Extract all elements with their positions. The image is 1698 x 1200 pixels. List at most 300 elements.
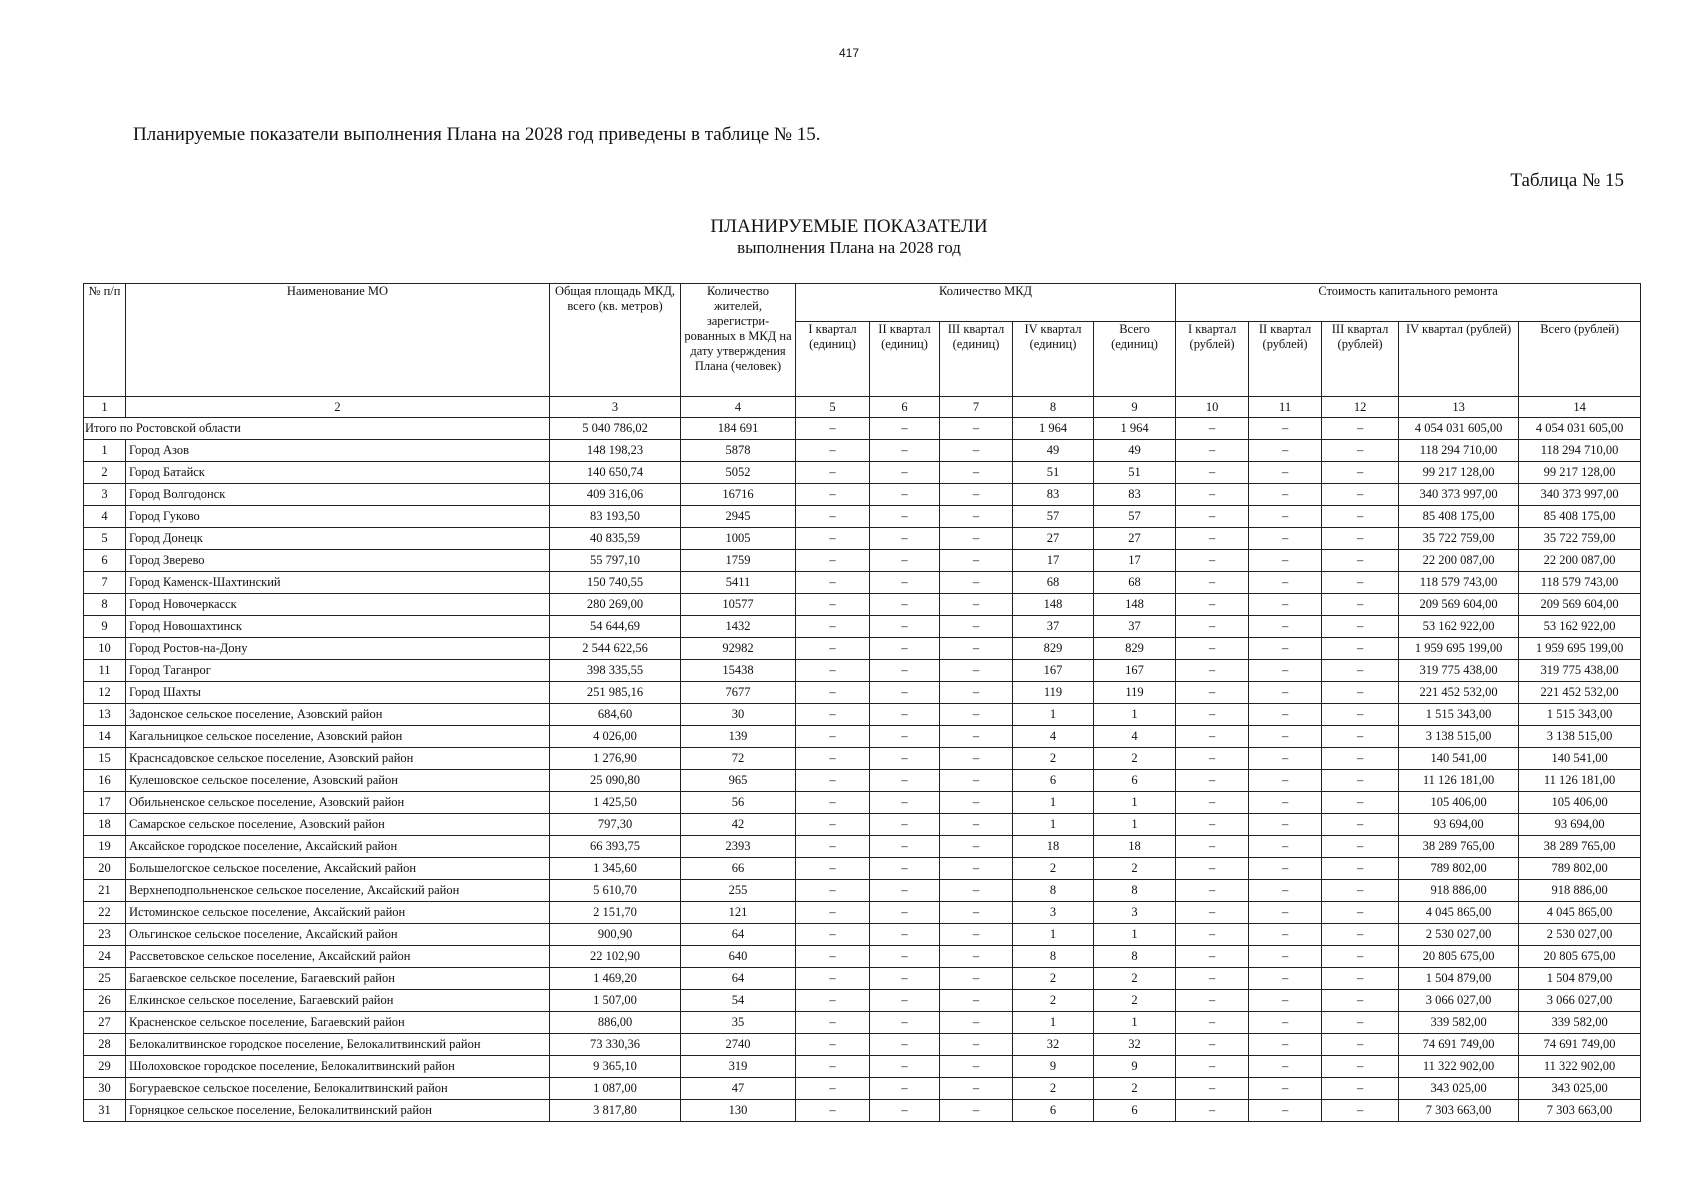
total-rub-value: 340 373 997,00 [1519, 484, 1641, 506]
q3-units-value: – [940, 462, 1013, 484]
total-units-value: 3 [1094, 902, 1176, 924]
q3-units-value: – [940, 770, 1013, 792]
q1-units-value: – [796, 990, 870, 1012]
q1-units-value: – [796, 638, 870, 660]
q4-units-value: 18 [1013, 836, 1094, 858]
q3-units-value: – [940, 1056, 1013, 1078]
row-number: 21 [84, 880, 126, 902]
q3-rub-value: – [1322, 770, 1399, 792]
column-number-row [84, 397, 1641, 418]
q1-rub-value: – [1176, 484, 1249, 506]
table-row [84, 726, 1641, 748]
total-rub-value: 221 452 532,00 [1519, 682, 1641, 704]
total-units-value: 1 [1094, 814, 1176, 836]
residents-value: 319 [681, 1056, 796, 1078]
column-number: 5 [796, 397, 870, 418]
total-rub-value: 85 408 175,00 [1519, 506, 1641, 528]
header-area: Общая площадь МКД, всего (кв. метров) [550, 284, 681, 397]
table-row [84, 528, 1641, 550]
total-rub-value: 7 303 663,00 [1519, 1100, 1641, 1122]
q3-rub-value: – [1322, 1100, 1399, 1122]
q1-rub-value: – [1176, 550, 1249, 572]
q2-units-value: – [870, 1034, 940, 1056]
q4-rub-value: 343 025,00 [1399, 1078, 1519, 1100]
column-number: 4 [681, 397, 796, 418]
q3-units-value: – [940, 924, 1013, 946]
q4-units-value: 1 [1013, 924, 1094, 946]
column-number: 12 [1322, 397, 1399, 418]
table-title [0, 216, 1698, 258]
header-mkd-group: Количество МКД [796, 284, 1176, 322]
row-number: 9 [84, 616, 126, 638]
q3-rub-value: – [1322, 660, 1399, 682]
q2-rub-value: – [1249, 462, 1322, 484]
q2-units-value: – [870, 924, 940, 946]
residents-value: 42 [681, 814, 796, 836]
total-units-value: 1 [1094, 792, 1176, 814]
municipality-name: Город Новошахтинск [126, 616, 550, 638]
residents-value: 1759 [681, 550, 796, 572]
residents-value: 92982 [681, 638, 796, 660]
total-rub-value: 53 162 922,00 [1519, 616, 1641, 638]
table-row [84, 572, 1641, 594]
q1-rub-value: – [1176, 506, 1249, 528]
total-rub-value: 118 579 743,00 [1519, 572, 1641, 594]
municipality-name: Город Ростов-на-Дону [126, 638, 550, 660]
residents-value: 47 [681, 1078, 796, 1100]
row-number: 12 [84, 682, 126, 704]
row-number: 3 [84, 484, 126, 506]
row-number: 25 [84, 968, 126, 990]
total-rub-value: 3 138 515,00 [1519, 726, 1641, 748]
row-number: 16 [84, 770, 126, 792]
total-q4-rub: 4 054 031 605,00 [1399, 418, 1519, 440]
q3-rub-value: – [1322, 484, 1399, 506]
area-value: 22 102,90 [550, 946, 681, 968]
q3-units-value: – [940, 528, 1013, 550]
municipality-name: Город Батайск [126, 462, 550, 484]
q2-units-value: – [870, 704, 940, 726]
q4-rub-value: 105 406,00 [1399, 792, 1519, 814]
q4-units-value: 51 [1013, 462, 1094, 484]
table-row [84, 506, 1641, 528]
municipality-name: Кагальницкое сельское поселение, Азовский район [126, 726, 550, 748]
municipality-name: Краснсадовское сельское поселение, Азовский район [126, 748, 550, 770]
table-row [84, 1056, 1641, 1078]
table-row [84, 550, 1641, 572]
row-number: 8 [84, 594, 126, 616]
table-row [84, 462, 1641, 484]
q3-rub-value: – [1322, 902, 1399, 924]
q2-units-value: – [870, 484, 940, 506]
row-number: 19 [84, 836, 126, 858]
total-units-value: 83 [1094, 484, 1176, 506]
q1-units-value: – [796, 440, 870, 462]
row-number: 13 [84, 704, 126, 726]
total-units-value: 1 [1094, 924, 1176, 946]
total-units-value: 119 [1094, 682, 1176, 704]
row-number: 5 [84, 528, 126, 550]
total-units-value: 49 [1094, 440, 1176, 462]
column-number: 10 [1176, 397, 1249, 418]
q3-rub-value: – [1322, 704, 1399, 726]
total-rub-value: 11 322 902,00 [1519, 1056, 1641, 1078]
q4-units-value: 829 [1013, 638, 1094, 660]
table-row [84, 440, 1641, 462]
q2-rub-value: – [1249, 682, 1322, 704]
q2-rub-value: – [1249, 792, 1322, 814]
area-value: 251 985,16 [550, 682, 681, 704]
total-units-value: 8 [1094, 880, 1176, 902]
table-row [84, 704, 1641, 726]
table-row [84, 858, 1641, 880]
total-rub-value: 3 066 027,00 [1519, 990, 1641, 1012]
q4-units-value: 1 [1013, 1012, 1094, 1034]
indicators-table [83, 283, 1641, 1122]
row-number: 29 [84, 1056, 126, 1078]
municipality-name: Город Каменск-Шахтинский [126, 572, 550, 594]
q4-units-value: 2 [1013, 1078, 1094, 1100]
q1-rub-value: – [1176, 924, 1249, 946]
municipality-name: Богураевское сельское поселение, Белокалитвинский район [126, 1078, 550, 1100]
table-label: Таблица № 15 [1510, 170, 1624, 191]
intro-text: Планируемые показатели выполнения Плана на 2028 год приведены в таблице № 15. [133, 124, 821, 145]
municipality-name: Елкинское сельское поселение, Багаевский район [126, 990, 550, 1012]
q3-rub-value: – [1322, 572, 1399, 594]
municipality-name: Ольгинское сельское поселение, Аксайский район [126, 924, 550, 946]
total-rub-value: 105 406,00 [1519, 792, 1641, 814]
header-q1-units: I квартал (единиц) [796, 322, 870, 397]
q2-rub-value: – [1249, 880, 1322, 902]
area-value: 2 151,70 [550, 902, 681, 924]
q1-units-value: – [796, 1056, 870, 1078]
municipality-name: Город Зверево [126, 550, 550, 572]
q2-units-value: – [870, 638, 940, 660]
row-number: 27 [84, 1012, 126, 1034]
total-units-value: 6 [1094, 770, 1176, 792]
q1-rub-value: – [1176, 440, 1249, 462]
total-units-value: 9 [1094, 1056, 1176, 1078]
area-value: 1 425,50 [550, 792, 681, 814]
municipality-name: Аксайское городское поселение, Аксайский район [126, 836, 550, 858]
municipality-name: Город Новочеркасск [126, 594, 550, 616]
q3-rub-value: – [1322, 1012, 1399, 1034]
q3-rub-value: – [1322, 638, 1399, 660]
q4-rub-value: 140 541,00 [1399, 748, 1519, 770]
q2-rub-value: – [1249, 484, 1322, 506]
q2-rub-value: – [1249, 1078, 1322, 1100]
q2-units-value: – [870, 462, 940, 484]
q3-units-value: – [940, 1078, 1013, 1100]
total-units-value: 2 [1094, 990, 1176, 1012]
total-rub-value: 918 886,00 [1519, 880, 1641, 902]
q2-units-value: – [870, 990, 940, 1012]
municipality-name: Истоминское сельское поселение, Аксайский район [126, 902, 550, 924]
row-number: 4 [84, 506, 126, 528]
area-value: 1 469,20 [550, 968, 681, 990]
total-units-value: 1 [1094, 704, 1176, 726]
q3-units-value: – [940, 836, 1013, 858]
q1-units-value: – [796, 858, 870, 880]
q4-rub-value: 11 322 902,00 [1399, 1056, 1519, 1078]
q1-rub-value: – [1176, 858, 1249, 880]
q1-units-value: – [796, 594, 870, 616]
residents-value: 139 [681, 726, 796, 748]
q1-rub-value: – [1176, 1012, 1249, 1034]
q4-rub-value: 1 504 879,00 [1399, 968, 1519, 990]
municipality-name: Город Шахты [126, 682, 550, 704]
q4-units-value: 2 [1013, 990, 1094, 1012]
municipality-name: Задонское сельское поселение, Азовский район [126, 704, 550, 726]
q1-rub-value: – [1176, 616, 1249, 638]
q1-rub-value: – [1176, 726, 1249, 748]
q2-units-value: – [870, 902, 940, 924]
residents-value: 5878 [681, 440, 796, 462]
residents-value: 1432 [681, 616, 796, 638]
area-value: 2 544 622,56 [550, 638, 681, 660]
q1-units-value: – [796, 484, 870, 506]
total-units-value: 37 [1094, 616, 1176, 638]
residents-value: 10577 [681, 594, 796, 616]
q2-units-value: – [870, 616, 940, 638]
q1-rub-value: – [1176, 792, 1249, 814]
area-value: 55 797,10 [550, 550, 681, 572]
q2-units-value: – [870, 814, 940, 836]
q4-units-value: 8 [1013, 946, 1094, 968]
q3-units-value: – [940, 506, 1013, 528]
residents-value: 640 [681, 946, 796, 968]
area-value: 5 610,70 [550, 880, 681, 902]
q1-rub-value: – [1176, 814, 1249, 836]
q2-rub-value: – [1249, 1100, 1322, 1122]
q4-units-value: 17 [1013, 550, 1094, 572]
municipality-name: Большелогское сельское поселение, Аксайский район [126, 858, 550, 880]
q3-units-value: – [940, 726, 1013, 748]
q1-units-value: – [796, 880, 870, 902]
area-value: 54 644,69 [550, 616, 681, 638]
row-number: 23 [84, 924, 126, 946]
header-q4-rub: IV квартал (рублей) [1399, 322, 1519, 397]
residents-value: 255 [681, 880, 796, 902]
area-value: 73 330,36 [550, 1034, 681, 1056]
q4-units-value: 4 [1013, 726, 1094, 748]
q2-units-value: – [870, 1056, 940, 1078]
q2-rub-value: – [1249, 990, 1322, 1012]
q3-rub-value: – [1322, 792, 1399, 814]
q3-units-value: – [940, 572, 1013, 594]
total-units-value: 27 [1094, 528, 1176, 550]
total-units-value: 148 [1094, 594, 1176, 616]
row-number: 31 [84, 1100, 126, 1122]
municipality-name: Багаевское сельское поселение, Багаевский район [126, 968, 550, 990]
row-number: 7 [84, 572, 126, 594]
q1-units-value: – [796, 506, 870, 528]
municipality-name: Верхнеподпольненское сельское поселение, Аксайский район [126, 880, 550, 902]
q3-rub-value: – [1322, 1034, 1399, 1056]
q4-rub-value: 53 162 922,00 [1399, 616, 1519, 638]
q4-rub-value: 1 515 343,00 [1399, 704, 1519, 726]
table-row [84, 748, 1641, 770]
header-q2-units: II квартал (единиц) [870, 322, 940, 397]
row-number: 30 [84, 1078, 126, 1100]
total-rub-value: 118 294 710,00 [1519, 440, 1641, 462]
area-value: 148 198,23 [550, 440, 681, 462]
q4-rub-value: 319 775 438,00 [1399, 660, 1519, 682]
total-rub-value: 140 541,00 [1519, 748, 1641, 770]
header-total-rub: Всего (рублей) [1519, 322, 1641, 397]
q2-units-value: – [870, 968, 940, 990]
q3-units-value: – [940, 792, 1013, 814]
q4-units-value: 9 [1013, 1056, 1094, 1078]
total-units-value: 32 [1094, 1034, 1176, 1056]
total-residents: 184 691 [681, 418, 796, 440]
column-number: 14 [1519, 397, 1641, 418]
column-number: 13 [1399, 397, 1519, 418]
total-rub-value: 22 200 087,00 [1519, 550, 1641, 572]
q2-units-value: – [870, 1100, 940, 1122]
q4-units-value: 1 [1013, 792, 1094, 814]
q2-units-value: – [870, 440, 940, 462]
table-title-line1: ПЛАНИРУЕМЫЕ ПОКАЗАТЕЛИ [710, 216, 988, 237]
header-q2-rub: II квартал (рублей) [1249, 322, 1322, 397]
q1-units-value: – [796, 704, 870, 726]
q4-units-value: 68 [1013, 572, 1094, 594]
area-value: 66 393,75 [550, 836, 681, 858]
q3-rub-value: – [1322, 528, 1399, 550]
q4-units-value: 1 [1013, 704, 1094, 726]
area-value: 409 316,06 [550, 484, 681, 506]
total-units-value: 829 [1094, 638, 1176, 660]
q4-rub-value: 20 805 675,00 [1399, 946, 1519, 968]
q2-rub-value: – [1249, 528, 1322, 550]
q3-units-value: – [940, 902, 1013, 924]
q3-rub-value: – [1322, 990, 1399, 1012]
q3-rub-value: – [1322, 594, 1399, 616]
area-value: 684,60 [550, 704, 681, 726]
q4-units-value: 2 [1013, 858, 1094, 880]
residents-value: 15438 [681, 660, 796, 682]
q1-rub-value: – [1176, 880, 1249, 902]
q4-rub-value: 1 959 695 199,00 [1399, 638, 1519, 660]
header-q4-units: IV квартал (единиц) [1013, 322, 1094, 397]
row-number: 26 [84, 990, 126, 1012]
q4-units-value: 8 [1013, 880, 1094, 902]
q2-units-value: – [870, 660, 940, 682]
total-rub-value: 209 569 604,00 [1519, 594, 1641, 616]
area-value: 25 090,80 [550, 770, 681, 792]
total-q3-rub: – [1322, 418, 1399, 440]
area-value: 140 650,74 [550, 462, 681, 484]
table-title-line2: выполнения Плана на 2028 год [737, 238, 961, 257]
total-rub-value: 319 775 438,00 [1519, 660, 1641, 682]
q2-units-value: – [870, 946, 940, 968]
total-q1-rub: – [1176, 418, 1249, 440]
q4-rub-value: 221 452 532,00 [1399, 682, 1519, 704]
q1-units-value: – [796, 770, 870, 792]
total-units-value: 18 [1094, 836, 1176, 858]
q3-rub-value: – [1322, 814, 1399, 836]
municipality-name: Город Донецк [126, 528, 550, 550]
q1-units-value: – [796, 946, 870, 968]
total-rub-value: 339 582,00 [1519, 1012, 1641, 1034]
column-number: 1 [84, 397, 126, 418]
total-units-value: 2 [1094, 968, 1176, 990]
municipality-name: Шолоховское городское поселение, Белокалитвинский район [126, 1056, 550, 1078]
q3-units-value: – [940, 1034, 1013, 1056]
residents-value: 64 [681, 924, 796, 946]
q1-rub-value: – [1176, 990, 1249, 1012]
municipality-name: Рассветовское сельское поселение, Аксайский район [126, 946, 550, 968]
q4-rub-value: 35 722 759,00 [1399, 528, 1519, 550]
q2-units-value: – [870, 792, 940, 814]
q3-rub-value: – [1322, 550, 1399, 572]
table-row [84, 814, 1641, 836]
area-value: 40 835,59 [550, 528, 681, 550]
row-number: 17 [84, 792, 126, 814]
municipality-name: Красненское сельское поселение, Багаевский район [126, 1012, 550, 1034]
q3-rub-value: – [1322, 1056, 1399, 1078]
area-value: 886,00 [550, 1012, 681, 1034]
q1-units-value: – [796, 528, 870, 550]
header-residents: Количество жителей, зарегистри-рованных в МКД на дату утверждения Плана (человек) [681, 284, 796, 397]
header-q3-units: III квартал (единиц) [940, 322, 1013, 397]
table-row [84, 660, 1641, 682]
q4-units-value: 2 [1013, 968, 1094, 990]
municipality-name: Обильненское сельское поселение, Азовский район [126, 792, 550, 814]
q1-rub-value: – [1176, 770, 1249, 792]
q2-rub-value: – [1249, 1012, 1322, 1034]
header-num: № п/п [84, 284, 126, 397]
q2-rub-value: – [1249, 946, 1322, 968]
total-row [84, 418, 1641, 440]
q4-rub-value: 93 694,00 [1399, 814, 1519, 836]
residents-value: 72 [681, 748, 796, 770]
table-row [84, 792, 1641, 814]
q2-units-value: – [870, 506, 940, 528]
q3-rub-value: – [1322, 726, 1399, 748]
q3-rub-value: – [1322, 968, 1399, 990]
q1-rub-value: – [1176, 638, 1249, 660]
q1-rub-value: – [1176, 836, 1249, 858]
residents-value: 5052 [681, 462, 796, 484]
q4-rub-value: 339 582,00 [1399, 1012, 1519, 1034]
row-number: 20 [84, 858, 126, 880]
q2-units-value: – [870, 550, 940, 572]
q4-rub-value: 7 303 663,00 [1399, 1100, 1519, 1122]
area-value: 3 817,80 [550, 1100, 681, 1122]
q1-units-value: – [796, 726, 870, 748]
q1-rub-value: – [1176, 968, 1249, 990]
q1-rub-value: – [1176, 902, 1249, 924]
residents-value: 64 [681, 968, 796, 990]
q4-units-value: 37 [1013, 616, 1094, 638]
table-row [84, 616, 1641, 638]
area-value: 280 269,00 [550, 594, 681, 616]
q4-rub-value: 38 289 765,00 [1399, 836, 1519, 858]
table-row [84, 924, 1641, 946]
table-row [84, 638, 1641, 660]
q1-units-value: – [796, 550, 870, 572]
q3-rub-value: – [1322, 880, 1399, 902]
header-name: Наименование МО [126, 284, 550, 397]
q3-rub-value: – [1322, 946, 1399, 968]
header-q1-rub: I квартал (рублей) [1176, 322, 1249, 397]
residents-value: 54 [681, 990, 796, 1012]
q3-rub-value: – [1322, 1078, 1399, 1100]
q2-rub-value: – [1249, 1056, 1322, 1078]
q4-units-value: 3 [1013, 902, 1094, 924]
area-value: 1 276,90 [550, 748, 681, 770]
